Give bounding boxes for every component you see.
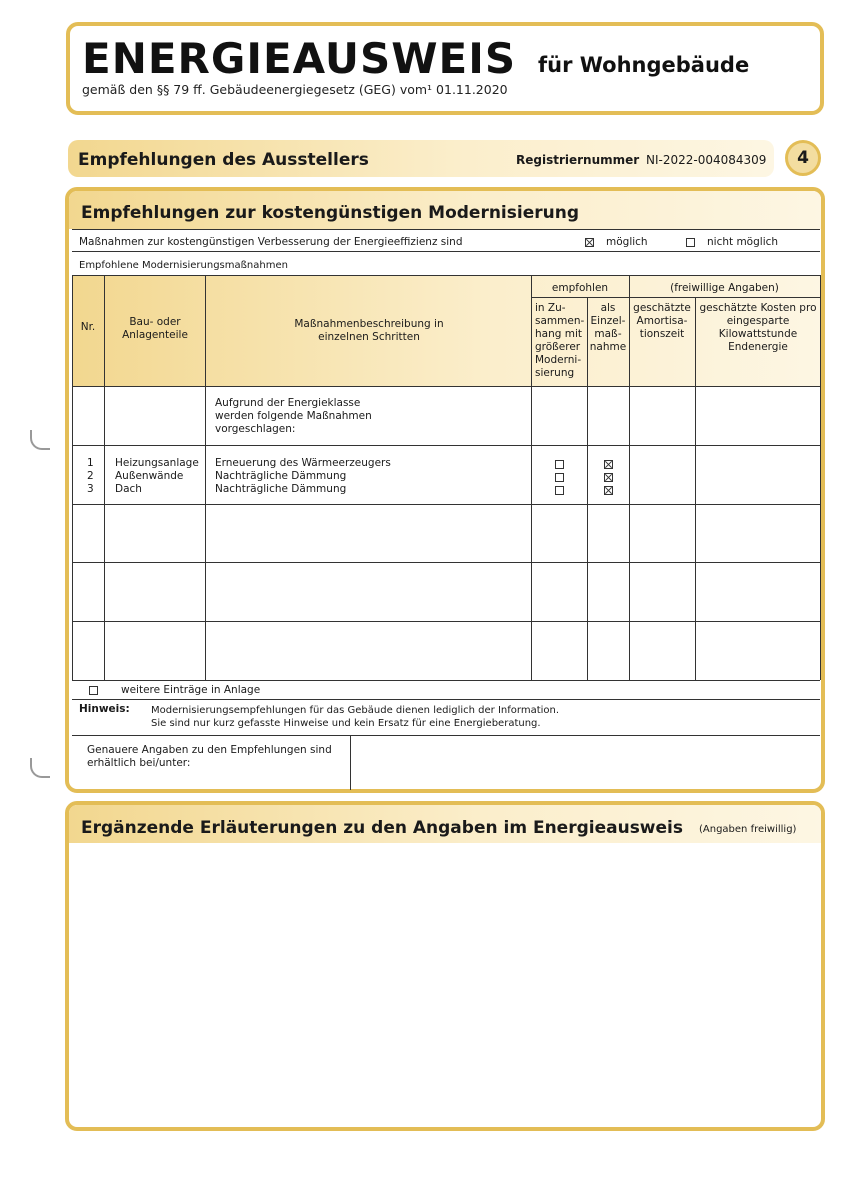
row-nr: 2 <box>87 470 94 482</box>
column-header-individual: als Einzel-maß-nahme <box>589 302 627 353</box>
registration-number: NI-2022-004084309 <box>646 153 767 167</box>
intro-text: Aufgrund der Energieklasse werden folgende Maßnahmen vorgeschlagen: <box>215 397 372 435</box>
column-header-in-context: in Zu-sammen-hang mit größerer Moderni-sierung <box>535 302 585 379</box>
note-line-1: Modernisierungsempfehlungen für das Gebäude dienen lediglich der Information. <box>151 705 560 716</box>
column-header-description: Maßnahmenbeschreibung in einzelnen Schritten <box>294 318 444 343</box>
explanations-title: Ergänzende Erläuterungen zu den Angaben im Energieausweis <box>81 818 683 838</box>
recommendations-title: Empfehlungen zur kostengünstigen Modernisierung <box>81 203 579 223</box>
punch-hole-mark <box>30 758 50 778</box>
individual-checkbox[interactable] <box>604 473 613 482</box>
in-context-checkbox[interactable] <box>555 460 564 469</box>
individual-checkbox[interactable] <box>604 460 613 469</box>
possible-checkbox[interactable] <box>585 238 594 247</box>
details-field[interactable] <box>359 741 814 785</box>
row-component: Außenwände <box>115 470 184 482</box>
row-component: Heizungsanlage <box>115 457 199 469</box>
in-context-checkbox[interactable] <box>555 486 564 495</box>
not-possible-checkbox[interactable] <box>686 238 695 247</box>
explanations-panel <box>65 801 825 1131</box>
measures-possible-text: Maßnahmen zur kostengünstigen Verbesserung der Energieeffizienz sind <box>79 236 463 248</box>
explanations-header <box>69 805 821 843</box>
column-header-nr: Nr. <box>80 321 96 333</box>
individual-checkbox[interactable] <box>604 486 613 495</box>
recommended-measures-heading: Empfohlene Modernisierungsmaßnahmen <box>79 260 288 271</box>
registration-label: Registriernummer <box>516 153 640 167</box>
page-number-badge: 4 <box>785 140 821 176</box>
details-label: Genauere Angaben zu den Empfehlungen sind erhältlich bei/unter: <box>87 744 332 769</box>
column-header-amortization: geschätzte Amortisa-tionszeit <box>633 302 691 340</box>
row-description: Nachträgliche Dämmung <box>215 470 347 482</box>
explanations-note: (Angaben freiwillig) <box>699 824 797 835</box>
column-header-component: Bau- oder Anlagenteile <box>122 316 188 341</box>
legal-basis: gemäß den §§ 79 ff. Gebäudeenergiegesetz (GEG) vom¹ 01.11.2020 <box>82 82 508 97</box>
explanations-field[interactable] <box>75 849 815 1119</box>
document-subtitle: für Wohngebäude <box>538 53 750 77</box>
possible-label: möglich <box>606 236 648 248</box>
punch-hole-mark <box>30 430 50 450</box>
recommendations-header <box>69 191 821 229</box>
document-header <box>66 22 824 115</box>
column-header-costs: geschätzte Kosten pro eingesparte Kilowattstunde Endenergie <box>699 302 817 353</box>
column-header-recommended: empfohlen <box>551 282 609 294</box>
more-entries-checkbox[interactable] <box>89 686 98 695</box>
document-title: ENERGIEAUSWEIS <box>82 34 517 83</box>
column-header-voluntary: (freiwillige Angaben) <box>670 282 779 294</box>
section-title: Empfehlungen des Ausstellers <box>78 150 369 170</box>
row-component: Dach <box>115 483 142 495</box>
recommendations-panel <box>65 187 825 793</box>
more-entries-label: weitere Einträge in Anlage <box>121 684 261 696</box>
section-bar <box>68 140 774 177</box>
note-line-2: Sie sind nur kurz gefasste Hinweise und kein Ersatz für eine Energieberatung. <box>151 718 541 729</box>
not-possible-label: nicht möglich <box>707 236 779 248</box>
row-nr: 1 <box>87 457 94 469</box>
row-description: Erneuerung des Wärmeerzeugers <box>215 457 391 469</box>
row-nr: 3 <box>87 483 94 495</box>
in-context-checkbox[interactable] <box>555 473 564 482</box>
note-label: Hinweis: <box>79 703 130 715</box>
row-description: Nachträgliche Dämmung <box>215 483 347 495</box>
